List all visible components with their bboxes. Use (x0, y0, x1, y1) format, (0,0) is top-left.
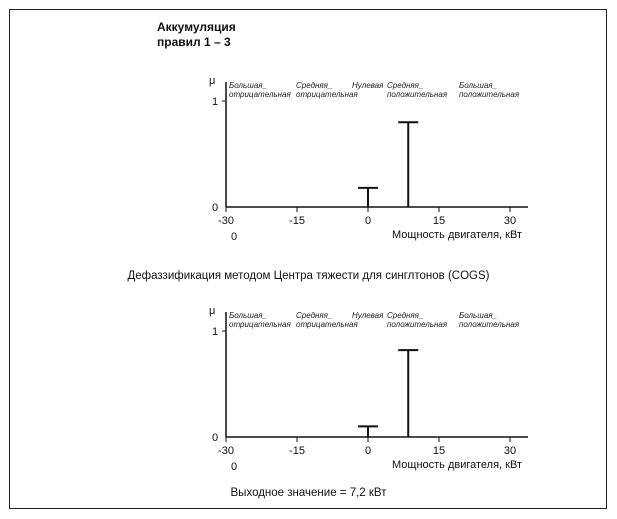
set-label-line2: положительная (459, 90, 520, 99)
x-tick-label: 30 (503, 445, 517, 457)
y-tick-label: 0 (212, 432, 219, 444)
set-label-line2: отрицательная (296, 320, 358, 329)
x-tick-label: 15 (432, 445, 446, 457)
y-tick-label: 1 (212, 326, 219, 338)
set-label-line2: отрицательная (296, 90, 358, 99)
title-line-2: правил 1 – 3 (157, 35, 231, 49)
set-label-line2: положительная (387, 90, 448, 99)
x-tick-label: -15 (289, 215, 305, 227)
y-axis-label: μ (209, 305, 216, 317)
set-label-line1: Средняя_ (387, 81, 424, 90)
set-label-line1: Средняя_ (296, 81, 333, 90)
set-label-line1: Большая_ (459, 311, 498, 320)
set-label-line1: Большая_ (229, 311, 268, 320)
set-label-line2: отрицательная (229, 320, 291, 329)
y-tick-label: 0 (212, 202, 219, 214)
x-axis-title: Мощность двигателя, кВт (391, 459, 522, 471)
set-label-line2: отрицательная (229, 90, 291, 99)
extra-zero-label: 0 (230, 461, 238, 473)
x-tick-label: 0 (364, 445, 372, 457)
x-axis-title: Мощность двигателя, кВт (391, 229, 522, 241)
set-label-line1: Нулевая (352, 311, 384, 320)
set-label-line2: положительная (459, 320, 520, 329)
set-label-line1: Средняя_ (296, 311, 333, 320)
x-tick-label: 0 (364, 215, 372, 227)
x-tick-label: 15 (432, 215, 446, 227)
y-axis-label: μ (209, 75, 216, 87)
x-tick-label: -15 (289, 445, 305, 457)
set-label-line1: Большая_ (459, 81, 498, 90)
defuzzification-title: Дефаззификация методом Центра тяжести для синглтонов (COGS) (127, 270, 490, 282)
title-line-1: Аккумуляция (157, 20, 236, 34)
output-value-text: Выходное значение = 7,2 кВт (230, 487, 387, 499)
x-tick-label: -30 (218, 445, 234, 457)
x-tick-label: 30 (503, 215, 517, 227)
set-label-line2: положительная (387, 320, 448, 329)
set-label-line1: Большая_ (229, 81, 268, 90)
set-label-line1: Средняя_ (387, 311, 424, 320)
x-tick-label: -30 (218, 215, 234, 227)
y-tick-label: 1 (212, 96, 219, 108)
set-label-line1: Нулевая (352, 81, 384, 90)
extra-zero-label: 0 (230, 231, 238, 243)
